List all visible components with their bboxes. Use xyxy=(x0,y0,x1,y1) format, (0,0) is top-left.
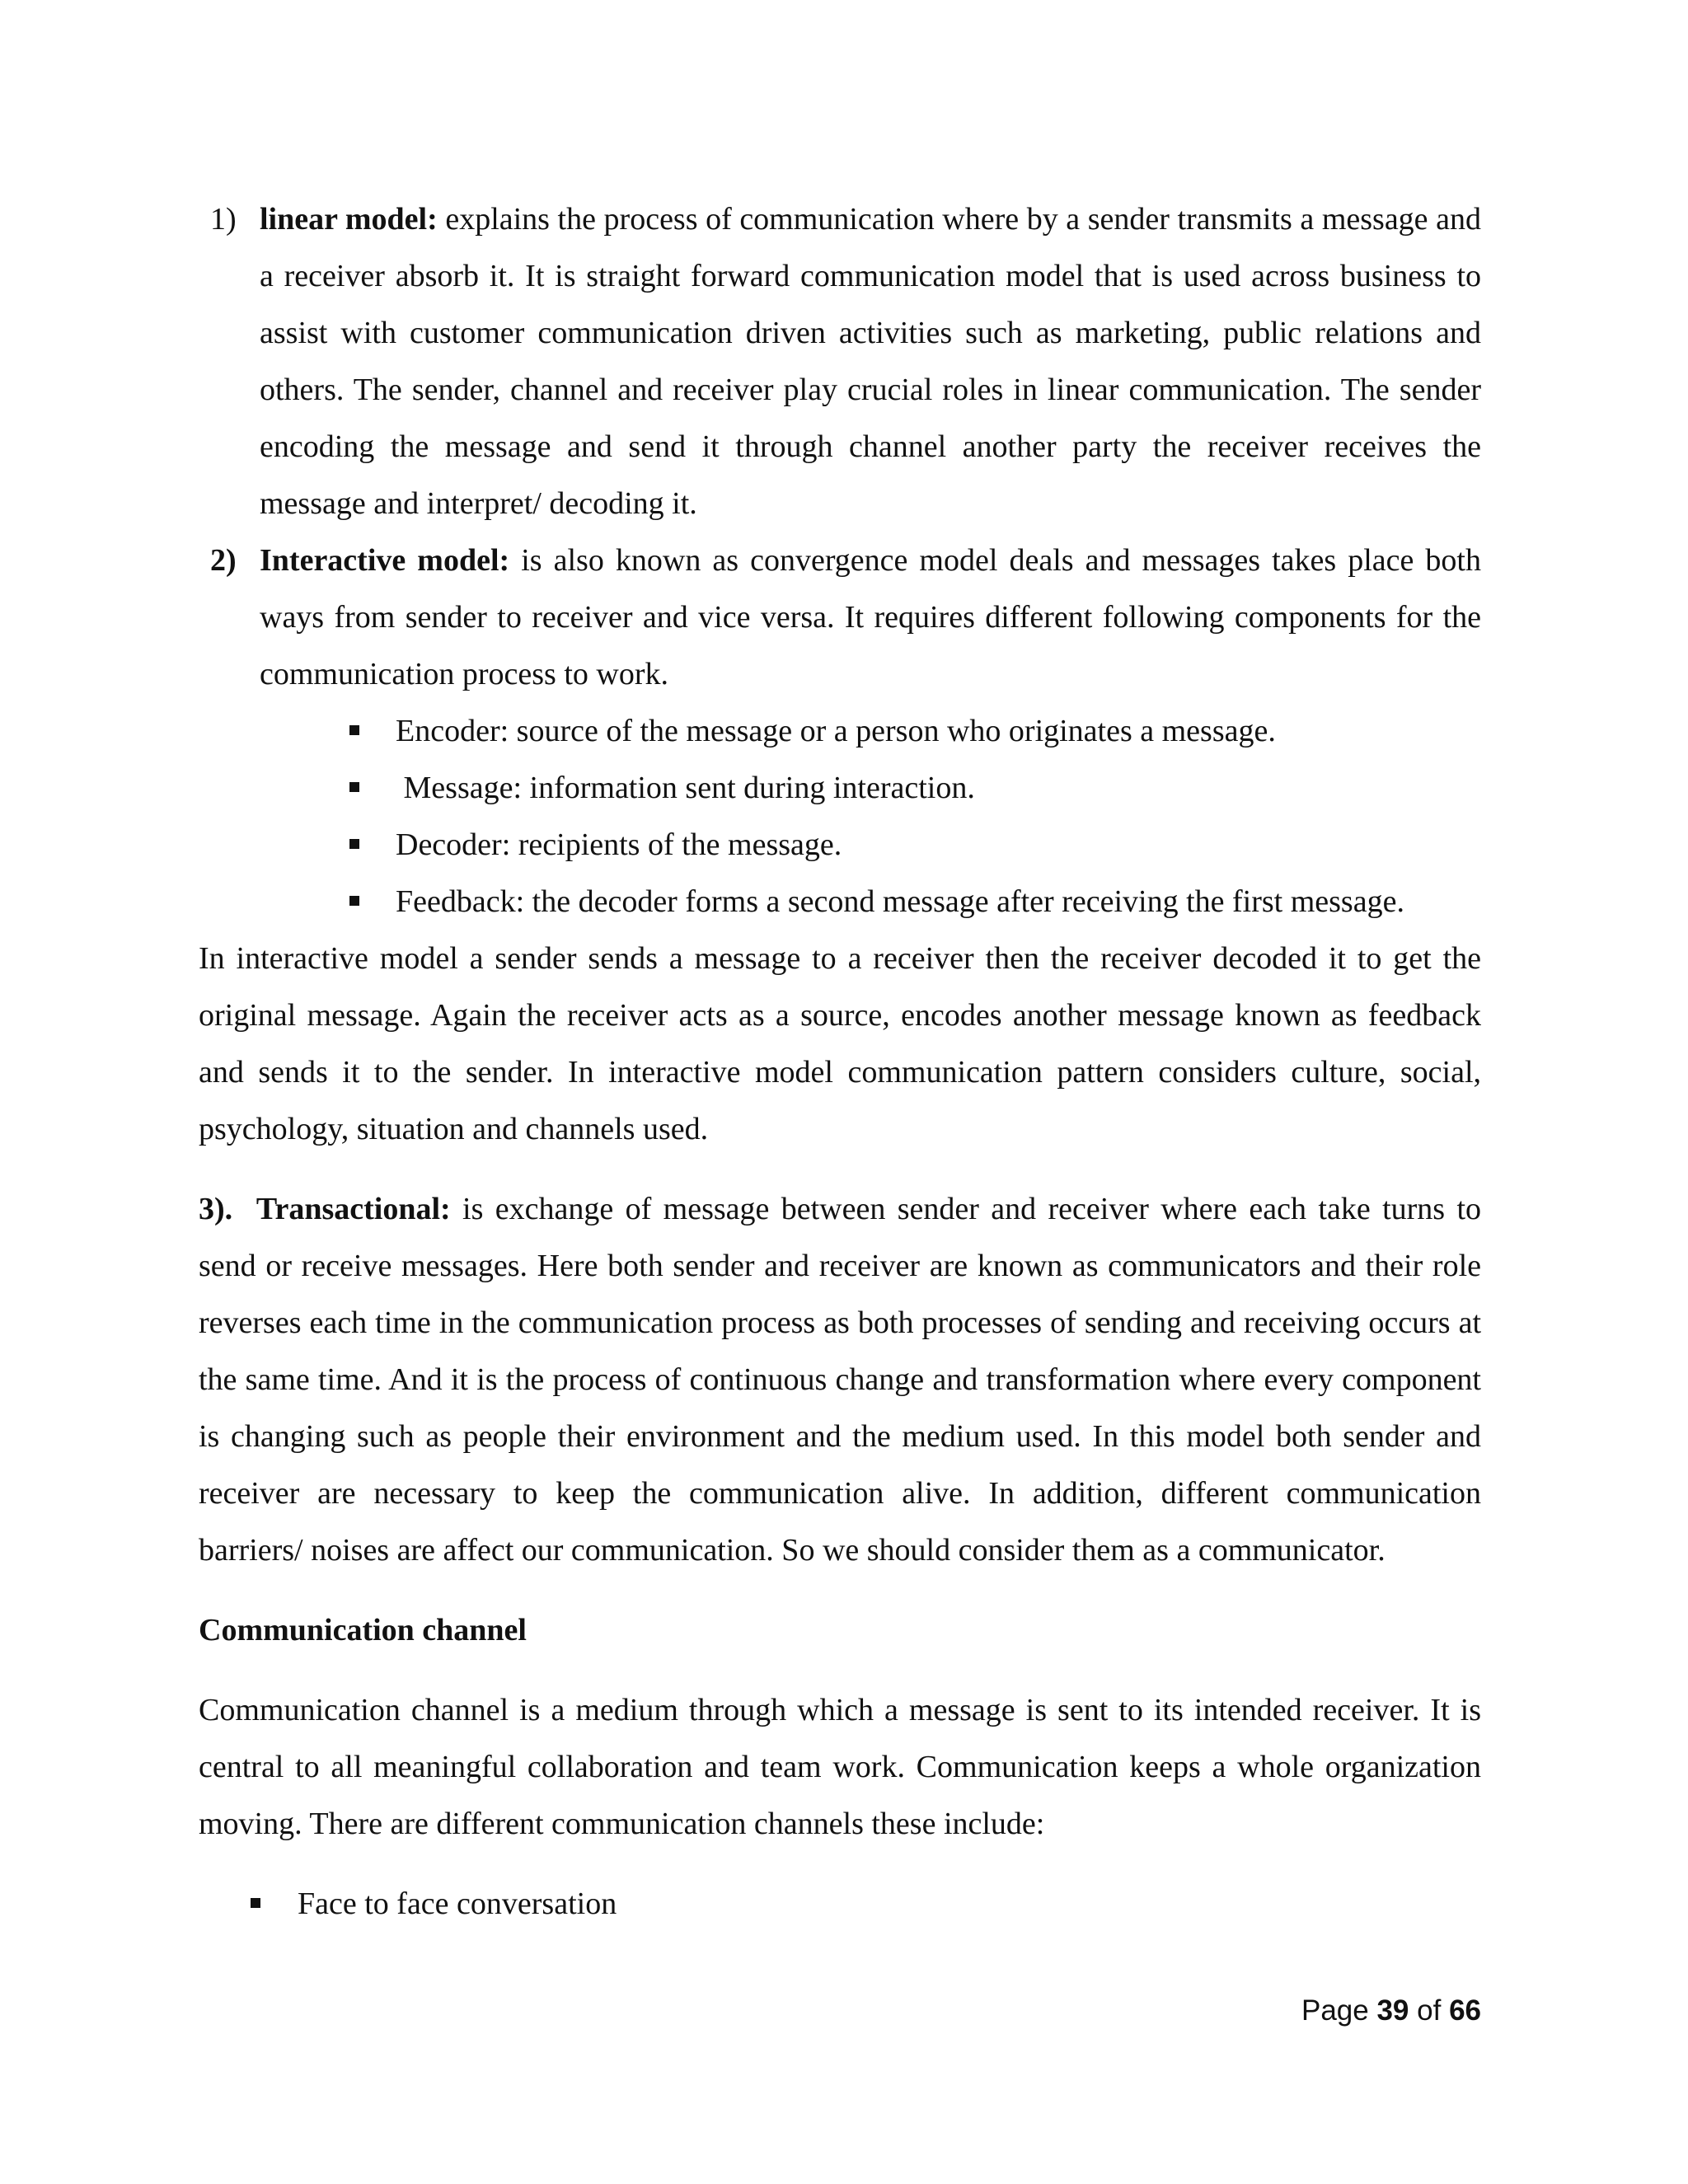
square-bullet-icon xyxy=(349,839,359,849)
spacer xyxy=(199,1853,1481,1876)
term-interactive-model: Interactive model: xyxy=(260,543,510,578)
list-item xyxy=(199,703,1481,760)
transactional-text: is exchange of message between sender and receiver where each take turns to send or receive messages. Here both sender and receiver are known as communicators and their role reverses each time in the communication process as both processes of sending and receiving occurs at the same time. And it is the process of continuous change and transformation where every component is changing such as people their environment and the medium used. In this model both sender and receiver are necessary to keep the communication alive. In addition, different communication barriers/ noises are affect our communication. So we should consider them as a communicator. xyxy=(199,1192,1482,1568)
list-item-linear-model xyxy=(199,191,1481,532)
transactional-paragraph xyxy=(199,1181,1481,1579)
spacer xyxy=(199,1579,1481,1602)
list-number: 3). xyxy=(199,1192,233,1226)
interactive-model-text: is also known as convergence model deals and messages takes place both ways from sender to receiver and vice versa. It requires different following components for the communication process to work. xyxy=(260,543,1481,691)
list-number: 1) xyxy=(210,202,237,237)
page-footer xyxy=(1301,1994,1481,2027)
of-label: of xyxy=(1417,1994,1442,2027)
linear-model-text: explains the process of communication where by a sender transmits a message and a receiver absorb it. It is straight forward communication model that is used across business to assist with customer communication driven activities such as marketing, public relations and others. The sender, channel and receiver play crucial roles in linear communication. The sender encoding the message and send it through channel another party the receiver receives the message and interpret/ decoding it. xyxy=(260,202,1481,521)
list-item xyxy=(199,874,1481,930)
channel-paragraph: Communication channel is a medium through which a message is sent to its intended receiver. It is central to all meaningful collaboration and team work. Communication keeps a whole organization moving. There are different communication channels these include: xyxy=(199,1693,1481,1841)
section-heading: Communication channel xyxy=(199,1613,527,1647)
interactive-model-paragraph: In interactive model a sender sends a message to a receiver then the receiver decoded it to get the original message. Again the receiver acts as a source, encodes another message known as feedback and sends it to the sender. In interactive model communication pattern considers culture, social, psychology, situation and channels used. xyxy=(199,941,1481,1146)
page-content xyxy=(199,191,1481,1933)
spacer xyxy=(199,1158,1481,1181)
list-number: 2) xyxy=(210,543,237,578)
list-item-text: Feedback: the decoder forms a second message after receiving the first message. xyxy=(396,884,1404,919)
list-item-text: Encoder: source of the message or a person who originates a message. xyxy=(396,714,1276,748)
square-bullet-icon xyxy=(349,896,359,906)
list-item-text: Message: information sent during interaction. xyxy=(396,771,975,805)
channel-list xyxy=(199,1876,1481,1933)
list-item-interactive-model xyxy=(199,532,1481,703)
page-label: Page xyxy=(1301,1994,1369,2027)
list-item xyxy=(199,817,1481,874)
square-bullet-icon xyxy=(349,725,359,735)
term-transactional: Transactional: xyxy=(256,1192,451,1226)
list-item xyxy=(199,760,1481,817)
list-item xyxy=(199,1876,1481,1933)
square-bullet-icon xyxy=(251,1898,260,1908)
page-number: 39 xyxy=(1376,1994,1409,2027)
total-pages: 66 xyxy=(1449,1994,1481,2027)
component-list xyxy=(199,703,1481,930)
square-bullet-icon xyxy=(349,782,359,792)
spacer xyxy=(199,1659,1481,1682)
list-item-text: Decoder: recipients of the message. xyxy=(396,827,842,862)
term-linear-model: linear model: xyxy=(260,202,438,237)
list-item-text: Face to face conversation xyxy=(298,1886,617,1921)
